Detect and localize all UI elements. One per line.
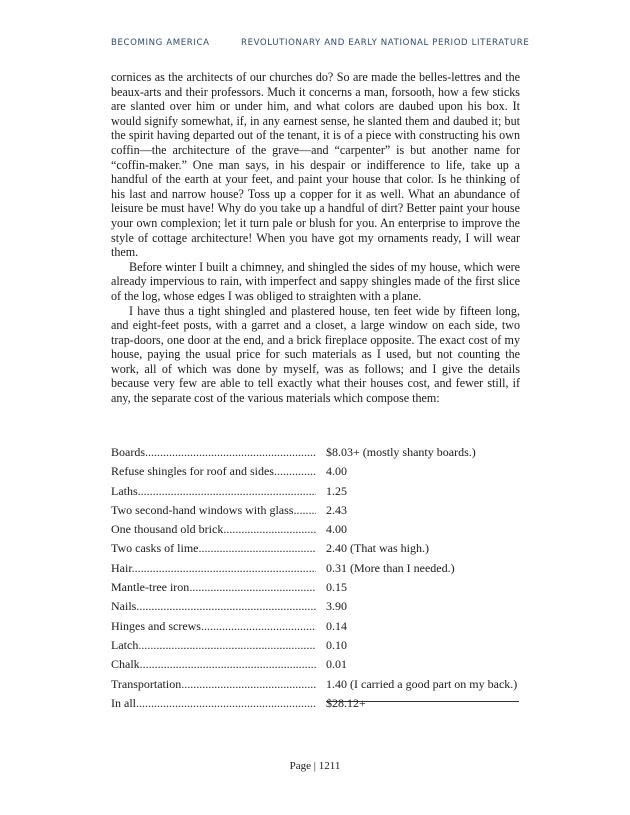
cost-item: In all .....: [111, 694, 316, 713]
cost-item: Laths .....: [111, 482, 316, 501]
cost-value: 0.10: [326, 637, 347, 652]
cost-table: [111, 443, 531, 713]
cost-item: Refuse shingles for roof and sides .....: [111, 462, 316, 481]
cost-row-total: [111, 694, 531, 713]
cost-item: One thousand old brick .....: [111, 520, 316, 539]
cost-item: Latch .....: [111, 636, 316, 655]
header-book-title: BECOMING AMERICA: [111, 38, 210, 48]
cost-value: 0.31 (More than I needed.): [326, 560, 455, 575]
cost-row: [111, 443, 531, 462]
cost-value: 0.14: [326, 618, 347, 633]
cost-item: Nails .....: [111, 597, 316, 616]
cost-item: Hinges and screws .....: [111, 617, 316, 636]
cost-value: 1.25: [326, 483, 347, 498]
cost-value: $8.03+ (mostly shanty boards.): [326, 445, 476, 459]
cost-value: 4.00: [326, 522, 347, 537]
cost-value: 0.15: [326, 580, 347, 595]
paragraph-3: I have thus a tight shingled and plastered house, ten feet wide by fifteen long, and eight-feet posts, with a garret and a closet, a large window on each side, two trap-doors, one door at the end, and a brick fireplace opposite. The exact cost of my house, paying the usual price for such materials as I used, but not counting the work, all of which was done by myself, was as follows; and I give the details because very few are able to tell exactly what their houses cost, and fewer still, if any, the separate cost of the various materials which compose them:: [111, 303, 520, 406]
cost-item: Hair .....: [111, 559, 316, 578]
cost-value: 2.40 (That was high.): [326, 541, 429, 556]
header-section-title: REVOLUTIONARY AND EARLY NATIONAL PERIOD LITERATURE: [241, 38, 530, 48]
cost-item: Boards .....: [111, 443, 316, 462]
cost-row: [111, 675, 531, 694]
cost-item: Mantle-tree iron .....: [111, 578, 316, 597]
cost-row: [111, 559, 531, 578]
cost-row: [111, 539, 531, 558]
cost-value: 4.00: [326, 464, 347, 479]
cost-row: [111, 655, 531, 674]
cost-value: 0.01: [326, 657, 347, 672]
total-rule: [326, 701, 519, 702]
cost-value-total: $28.12+: [326, 695, 366, 710]
cost-row: [111, 520, 531, 539]
cost-row: [111, 501, 531, 520]
page-number: Page | 1211: [289, 760, 341, 772]
cost-item: Transportation .....: [111, 675, 316, 694]
cost-item: Two casks of lime .....: [111, 539, 316, 558]
cost-row: [111, 617, 531, 636]
cost-row: [111, 462, 531, 481]
paragraph-2: Before winter I built a chimney, and shingled the sides of my house, which were already impervious to rain, with imperfect and sappy shingles made of the first slice of the log, whose edges I was obliged to straighten with a plane.: [111, 259, 520, 303]
body-text: [111, 70, 520, 406]
cost-row: [111, 636, 531, 655]
cost-value: 2.43: [326, 502, 347, 517]
cost-row: [111, 597, 531, 616]
cost-row: [111, 482, 531, 501]
cost-value: 1.40 (I carried a good part on my back.): [326, 676, 518, 691]
cost-item: Two second-hand windows with glass .....: [111, 501, 316, 520]
cost-row: [111, 578, 531, 597]
paragraph-1: cornices as the architects of our churches do? So are made the belles-lettres and the beaux-arts and their professors. Much it concerns a man, forsooth, how a few sticks are slanted over him or under him, and what colors are daubed upon his box. It would signify somewhat, if, in any earnest sense, he slanted them and daubed it; but the spirit having departed out of the tenant, it is of a piece with constructing his own coffin—the architecture of the grave—and “carpenter” is but another name for “coffin-maker.” One man says, in his despair or indifference to life, take up a handful of the earth at your feet, and paint your house that color. Is he thinking of his last and narrow house? Toss up a copper for it as well. What an abundance of leisure be must have! Why do you take up a handful of dirt? Better paint your house your own complexion; let it turn pale or blush for you. An enterprise to improve the style of cottage architecture! When you have got my ornaments ready, I will wear them.: [111, 70, 520, 260]
cost-value: 3.90: [326, 599, 347, 614]
cost-item: Chalk .....: [111, 655, 316, 674]
